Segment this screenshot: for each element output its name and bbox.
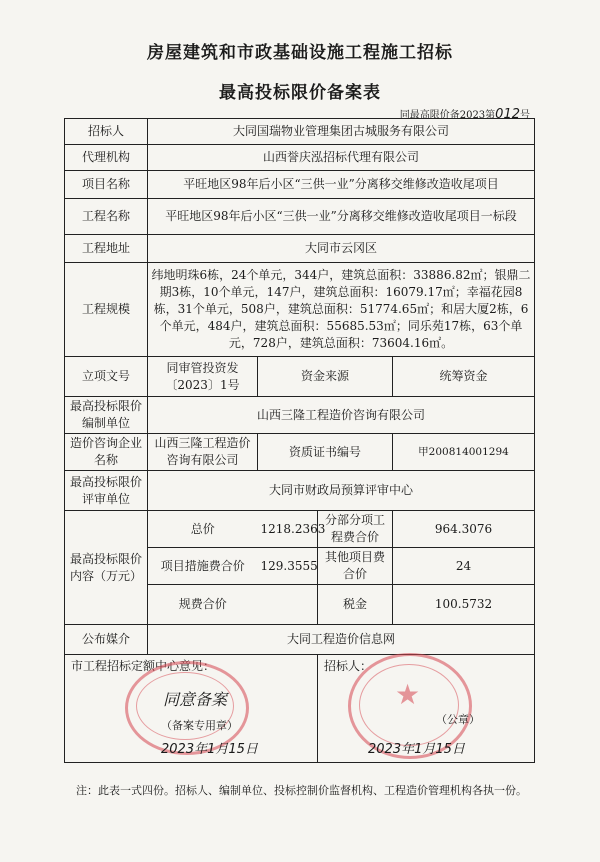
center-date: 2023年1月15日 [161,742,258,757]
media-value: 大同工程造价信息网 [148,625,535,655]
record-form-table [64,118,535,763]
document-title-line1: 房屋建筑和市政基础设施工程施工招标 [147,43,453,63]
fund-source-value: 统筹资金 [393,357,535,397]
work-scale-value: 纬地明珠6栋，24个单元，344户，建筑总面积：33886.82㎡；银鼎二期3栋，10个单元，147户，建筑总面积：16079.17㎡；幸福花园8栋，31个单元，508户，建筑总面积：51774.65㎡；和居大厦2栋，6个单元，484户，建筑总面积：55685.53㎡；同乐苑17栋，63个单元，728户，建筑总面积：73604.16㎡。 [148,263,535,357]
total-price-value: 1218.2363 [258,511,318,548]
tenderer-value: 大同国瑞物业管理集团古城服务有限公司 [148,119,535,145]
tax-label: 税金 [318,585,393,625]
other-cost-label: 其他项目费合价 [318,548,393,585]
reviewer-value: 大同市财政局预算评审中心 [148,471,535,511]
tenderer-sign-label: 招标人： [324,659,373,673]
center-stamp-note: （备案专用章） [161,719,238,732]
work-name-label: 工程名称 [65,199,148,235]
fee-label: 规费合价 [148,585,258,625]
work-name-value: 平旺地区98年后小区“三供一业”分离移交维修改造收尾项目一标段 [148,199,535,235]
approval-value: 同审管投资发〔2023〕1号 [148,357,258,397]
measure-cost-label: 项目措施费合价 [148,548,258,585]
tenderer-label: 招标人 [65,119,148,145]
compiler-label: 最高投标限价编制单位 [65,397,148,434]
record-number-handwritten: 012 [495,107,520,122]
project-name-label: 项目名称 [65,171,148,199]
record-prefix: 同最高限价备2023第 [399,110,496,121]
measure-cost-value: 129.3555 [258,548,318,585]
approval-label: 立项文号 [65,357,148,397]
center-opinion-cell [65,655,318,763]
tenderer-date: 2023年1月15日 [368,742,465,757]
consult-value: 山西三隆工程造价咨询有限公司 [148,434,258,471]
price-content-label: 最高投标限价内容（万元） [65,511,148,625]
reviewer-label: 最高投标限价评审单位 [65,471,148,511]
footnote: 注：此表一式四份。招标人、编制单位、投标控制价监督机构、工程造价管理机构各执一份。 [76,784,527,797]
cert-label: 资质证书编号 [258,434,393,471]
total-price-label: 总价 [148,511,258,548]
fund-source-label: 资金来源 [258,357,393,397]
consult-label: 造价咨询企业名称 [65,434,148,471]
work-scale-label: 工程规模 [65,263,148,357]
center-opinion-label: 市工程招标定额中心意见： [71,659,216,673]
compiler-value: 山西三隆工程造价咨询有限公司 [148,397,535,434]
record-suffix: 号 [520,110,530,121]
agency-value: 山西誉庆泓招标代理有限公司 [148,145,535,171]
other-cost-value: 24 [393,548,535,585]
tenderer-stamp-note: （公章） [436,713,480,726]
media-label: 公布媒介 [65,625,148,655]
sub-cost-label: 分部分项工程费合价 [318,511,393,548]
star-icon: ★ [395,678,421,711]
sub-cost-value: 964.3076 [393,511,535,548]
work-address-label: 工程地址 [65,235,148,263]
fee-value [258,585,318,625]
agency-label: 代理机构 [65,145,148,171]
tax-value: 100.5732 [393,585,535,625]
document-title-line2: 最高投标限价备案表 [219,83,381,103]
cert-value: 甲200814001294 [393,434,535,471]
tenderer-signoff-cell [318,655,535,763]
work-address-value: 大同市云冈区 [148,235,535,263]
center-handwriting: 同意备案 [163,690,228,709]
project-name-value: 平旺地区98年后小区“三供一业”分离移交维修改造收尾项目 [148,171,535,199]
